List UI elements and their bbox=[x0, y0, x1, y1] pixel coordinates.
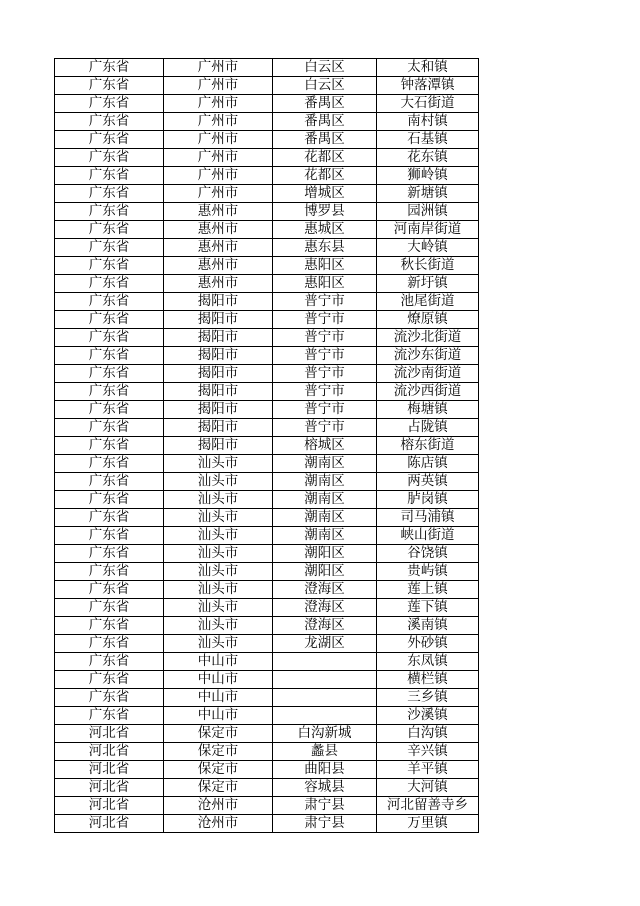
district-cell: 白沟新城 bbox=[273, 725, 377, 743]
district-cell: 潮南区 bbox=[273, 509, 377, 527]
province-cell: 河北省 bbox=[55, 725, 164, 743]
district-cell bbox=[273, 689, 377, 707]
table-row bbox=[55, 311, 479, 329]
district-cell: 番禺区 bbox=[273, 131, 377, 149]
district-cell: 普宁市 bbox=[273, 311, 377, 329]
table-row bbox=[55, 743, 479, 761]
table-row bbox=[55, 185, 479, 203]
town-cell: 石基镇 bbox=[377, 131, 479, 149]
town-cell: 南村镇 bbox=[377, 113, 479, 131]
district-cell: 普宁市 bbox=[273, 365, 377, 383]
province-cell: 广东省 bbox=[55, 383, 164, 401]
district-cell: 普宁市 bbox=[273, 347, 377, 365]
province-cell: 广东省 bbox=[55, 311, 164, 329]
province-cell: 广东省 bbox=[55, 473, 164, 491]
table-row bbox=[55, 275, 479, 293]
town-cell: 秋长街道 bbox=[377, 257, 479, 275]
district-cell: 惠阳区 bbox=[273, 275, 377, 293]
province-cell: 广东省 bbox=[55, 527, 164, 545]
table-row bbox=[55, 779, 479, 797]
district-cell: 容城县 bbox=[273, 779, 377, 797]
town-cell: 胪岗镇 bbox=[377, 491, 479, 509]
province-cell: 广东省 bbox=[55, 653, 164, 671]
city-cell: 广州市 bbox=[164, 59, 273, 77]
city-cell: 惠州市 bbox=[164, 239, 273, 257]
province-cell: 广东省 bbox=[55, 401, 164, 419]
city-cell: 揭阳市 bbox=[164, 419, 273, 437]
province-cell: 河北省 bbox=[55, 815, 164, 833]
province-cell: 广东省 bbox=[55, 635, 164, 653]
table-row bbox=[55, 725, 479, 743]
town-cell: 园洲镇 bbox=[377, 203, 479, 221]
district-cell: 蠡县 bbox=[273, 743, 377, 761]
city-cell: 揭阳市 bbox=[164, 401, 273, 419]
table-row bbox=[55, 113, 479, 131]
town-cell: 大河镇 bbox=[377, 779, 479, 797]
town-cell: 万里镇 bbox=[377, 815, 479, 833]
city-cell: 汕头市 bbox=[164, 527, 273, 545]
province-cell: 广东省 bbox=[55, 581, 164, 599]
province-cell: 广东省 bbox=[55, 707, 164, 725]
town-cell: 燎原镇 bbox=[377, 311, 479, 329]
table-row bbox=[55, 689, 479, 707]
city-cell: 揭阳市 bbox=[164, 293, 273, 311]
district-cell: 普宁市 bbox=[273, 419, 377, 437]
province-cell: 广东省 bbox=[55, 203, 164, 221]
city-cell: 沧州市 bbox=[164, 797, 273, 815]
table-row bbox=[55, 149, 479, 167]
town-cell: 溪南镇 bbox=[377, 617, 479, 635]
province-cell: 广东省 bbox=[55, 329, 164, 347]
city-cell: 广州市 bbox=[164, 149, 273, 167]
district-cell: 普宁市 bbox=[273, 383, 377, 401]
table-row bbox=[55, 365, 479, 383]
district-cell: 普宁市 bbox=[273, 401, 377, 419]
table-row bbox=[55, 581, 479, 599]
town-cell: 梅塘镇 bbox=[377, 401, 479, 419]
province-cell: 河北省 bbox=[55, 743, 164, 761]
province-cell: 广东省 bbox=[55, 689, 164, 707]
town-cell: 榕东街道 bbox=[377, 437, 479, 455]
town-cell: 花东镇 bbox=[377, 149, 479, 167]
city-cell: 惠州市 bbox=[164, 203, 273, 221]
town-cell: 太和镇 bbox=[377, 59, 479, 77]
town-cell: 外砂镇 bbox=[377, 635, 479, 653]
town-cell: 莲上镇 bbox=[377, 581, 479, 599]
city-cell: 广州市 bbox=[164, 185, 273, 203]
table-row bbox=[55, 473, 479, 491]
city-cell: 保定市 bbox=[164, 743, 273, 761]
city-cell: 汕头市 bbox=[164, 581, 273, 599]
province-cell: 广东省 bbox=[55, 617, 164, 635]
city-cell: 保定市 bbox=[164, 779, 273, 797]
city-cell: 汕头市 bbox=[164, 545, 273, 563]
district-cell: 潮南区 bbox=[273, 527, 377, 545]
district-cell: 白云区 bbox=[273, 77, 377, 95]
district-cell: 增城区 bbox=[273, 185, 377, 203]
city-cell: 揭阳市 bbox=[164, 311, 273, 329]
district-cell: 惠阳区 bbox=[273, 257, 377, 275]
province-cell: 广东省 bbox=[55, 563, 164, 581]
city-cell: 汕头市 bbox=[164, 509, 273, 527]
district-cell: 普宁市 bbox=[273, 329, 377, 347]
city-cell: 惠州市 bbox=[164, 257, 273, 275]
table-row bbox=[55, 293, 479, 311]
province-cell: 广东省 bbox=[55, 491, 164, 509]
city-cell: 保定市 bbox=[164, 761, 273, 779]
province-cell: 广东省 bbox=[55, 347, 164, 365]
district-cell bbox=[273, 671, 377, 689]
region-table-body bbox=[55, 59, 479, 833]
city-cell: 广州市 bbox=[164, 167, 273, 185]
table-row bbox=[55, 383, 479, 401]
province-cell: 广东省 bbox=[55, 149, 164, 167]
province-cell: 广东省 bbox=[55, 509, 164, 527]
city-cell: 广州市 bbox=[164, 77, 273, 95]
province-cell: 广东省 bbox=[55, 77, 164, 95]
table-row bbox=[55, 257, 479, 275]
table-row bbox=[55, 653, 479, 671]
district-cell: 潮南区 bbox=[273, 491, 377, 509]
table-row bbox=[55, 221, 479, 239]
table-row bbox=[55, 167, 479, 185]
district-cell: 博罗县 bbox=[273, 203, 377, 221]
city-cell: 沧州市 bbox=[164, 815, 273, 833]
province-cell: 广东省 bbox=[55, 545, 164, 563]
province-cell: 广东省 bbox=[55, 419, 164, 437]
province-cell: 广东省 bbox=[55, 455, 164, 473]
province-cell: 广东省 bbox=[55, 671, 164, 689]
table-row bbox=[55, 527, 479, 545]
district-cell: 普宁市 bbox=[273, 293, 377, 311]
table-row bbox=[55, 599, 479, 617]
district-cell: 澄海区 bbox=[273, 599, 377, 617]
table-row bbox=[55, 455, 479, 473]
province-cell: 广东省 bbox=[55, 131, 164, 149]
town-cell: 横栏镇 bbox=[377, 671, 479, 689]
province-cell: 广东省 bbox=[55, 59, 164, 77]
district-cell: 潮南区 bbox=[273, 473, 377, 491]
district-cell: 榕城区 bbox=[273, 437, 377, 455]
province-cell: 广东省 bbox=[55, 239, 164, 257]
table-row bbox=[55, 545, 479, 563]
town-cell: 流沙南街道 bbox=[377, 365, 479, 383]
town-cell: 羊平镇 bbox=[377, 761, 479, 779]
province-cell: 广东省 bbox=[55, 113, 164, 131]
district-cell: 白云区 bbox=[273, 59, 377, 77]
table-row bbox=[55, 761, 479, 779]
province-cell: 广东省 bbox=[55, 257, 164, 275]
city-cell: 广州市 bbox=[164, 95, 273, 113]
town-cell: 莲下镇 bbox=[377, 599, 479, 617]
province-cell: 广东省 bbox=[55, 437, 164, 455]
table-row bbox=[55, 815, 479, 833]
city-cell: 惠州市 bbox=[164, 275, 273, 293]
table-row bbox=[55, 131, 479, 149]
town-cell: 白沟镇 bbox=[377, 725, 479, 743]
town-cell: 流沙东街道 bbox=[377, 347, 479, 365]
town-cell: 大岭镇 bbox=[377, 239, 479, 257]
table-row bbox=[55, 59, 479, 77]
province-cell: 河北省 bbox=[55, 797, 164, 815]
town-cell: 流沙北街道 bbox=[377, 329, 479, 347]
province-cell: 广东省 bbox=[55, 599, 164, 617]
town-cell: 流沙西街道 bbox=[377, 383, 479, 401]
table-row bbox=[55, 707, 479, 725]
province-cell: 广东省 bbox=[55, 221, 164, 239]
table-row bbox=[55, 401, 479, 419]
table-row bbox=[55, 635, 479, 653]
table-row bbox=[55, 797, 479, 815]
town-cell: 钟落潭镇 bbox=[377, 77, 479, 95]
city-cell: 中山市 bbox=[164, 689, 273, 707]
province-cell: 广东省 bbox=[55, 185, 164, 203]
table-row bbox=[55, 671, 479, 689]
table-row bbox=[55, 329, 479, 347]
city-cell: 广州市 bbox=[164, 113, 273, 131]
table-row bbox=[55, 239, 479, 257]
table-row bbox=[55, 95, 479, 113]
city-cell: 惠州市 bbox=[164, 221, 273, 239]
district-cell: 肃宁县 bbox=[273, 815, 377, 833]
city-cell: 中山市 bbox=[164, 653, 273, 671]
province-cell: 广东省 bbox=[55, 167, 164, 185]
town-cell: 占陇镇 bbox=[377, 419, 479, 437]
city-cell: 揭阳市 bbox=[164, 347, 273, 365]
province-cell: 广东省 bbox=[55, 95, 164, 113]
district-cell: 潮阳区 bbox=[273, 563, 377, 581]
town-cell: 峡山街道 bbox=[377, 527, 479, 545]
district-cell: 花都区 bbox=[273, 167, 377, 185]
city-cell: 揭阳市 bbox=[164, 437, 273, 455]
table-row bbox=[55, 203, 479, 221]
town-cell: 池尾街道 bbox=[377, 293, 479, 311]
district-cell: 曲阳县 bbox=[273, 761, 377, 779]
district-cell: 肃宁县 bbox=[273, 797, 377, 815]
town-cell: 两英镇 bbox=[377, 473, 479, 491]
city-cell: 汕头市 bbox=[164, 563, 273, 581]
city-cell: 中山市 bbox=[164, 707, 273, 725]
city-cell: 汕头市 bbox=[164, 491, 273, 509]
town-cell: 新塘镇 bbox=[377, 185, 479, 203]
province-cell: 河北省 bbox=[55, 779, 164, 797]
province-cell: 河北省 bbox=[55, 761, 164, 779]
province-cell: 广东省 bbox=[55, 275, 164, 293]
city-cell: 汕头市 bbox=[164, 455, 273, 473]
table-row bbox=[55, 617, 479, 635]
district-cell bbox=[273, 653, 377, 671]
city-cell: 保定市 bbox=[164, 725, 273, 743]
region-table bbox=[54, 58, 479, 833]
district-cell: 惠城区 bbox=[273, 221, 377, 239]
table-row bbox=[55, 347, 479, 365]
district-cell: 花都区 bbox=[273, 149, 377, 167]
district-cell: 惠东县 bbox=[273, 239, 377, 257]
city-cell: 汕头市 bbox=[164, 617, 273, 635]
town-cell: 东凤镇 bbox=[377, 653, 479, 671]
city-cell: 揭阳市 bbox=[164, 329, 273, 347]
district-cell bbox=[273, 707, 377, 725]
town-cell: 谷饶镇 bbox=[377, 545, 479, 563]
town-cell: 河北留善寺乡 bbox=[377, 797, 479, 815]
town-cell: 三乡镇 bbox=[377, 689, 479, 707]
town-cell: 大石街道 bbox=[377, 95, 479, 113]
town-cell: 沙溪镇 bbox=[377, 707, 479, 725]
table-row bbox=[55, 77, 479, 95]
city-cell: 揭阳市 bbox=[164, 365, 273, 383]
table-row bbox=[55, 563, 479, 581]
table-row bbox=[55, 419, 479, 437]
town-cell: 河南岸街道 bbox=[377, 221, 479, 239]
district-cell: 澄海区 bbox=[273, 581, 377, 599]
city-cell: 汕头市 bbox=[164, 473, 273, 491]
table-row bbox=[55, 491, 479, 509]
province-cell: 广东省 bbox=[55, 365, 164, 383]
town-cell: 狮岭镇 bbox=[377, 167, 479, 185]
province-cell: 广东省 bbox=[55, 293, 164, 311]
table-row bbox=[55, 437, 479, 455]
city-cell: 中山市 bbox=[164, 671, 273, 689]
district-cell: 番禺区 bbox=[273, 113, 377, 131]
town-cell: 陈店镇 bbox=[377, 455, 479, 473]
town-cell: 贵屿镇 bbox=[377, 563, 479, 581]
district-cell: 澄海区 bbox=[273, 617, 377, 635]
town-cell: 辛兴镇 bbox=[377, 743, 479, 761]
table-row bbox=[55, 509, 479, 527]
city-cell: 广州市 bbox=[164, 131, 273, 149]
city-cell: 汕头市 bbox=[164, 599, 273, 617]
district-cell: 潮南区 bbox=[273, 455, 377, 473]
district-cell: 潮阳区 bbox=[273, 545, 377, 563]
town-cell: 司马浦镇 bbox=[377, 509, 479, 527]
town-cell: 新圩镇 bbox=[377, 275, 479, 293]
city-cell: 汕头市 bbox=[164, 635, 273, 653]
district-cell: 龙湖区 bbox=[273, 635, 377, 653]
city-cell: 揭阳市 bbox=[164, 383, 273, 401]
district-cell: 番禺区 bbox=[273, 95, 377, 113]
